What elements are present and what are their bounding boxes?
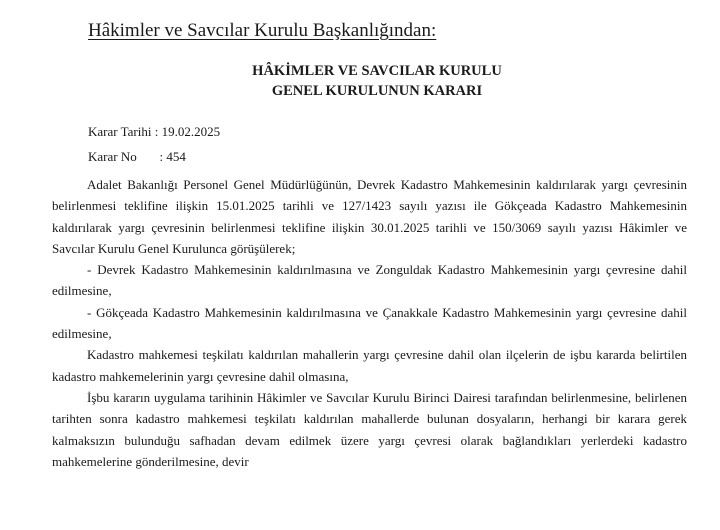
decision-title-line-1: HÂKİMLER VE SAVCILAR KURULU	[252, 63, 502, 79]
body-paragraph: - Devrek Kadastro Mahkemesinin kaldırılmasına ve Zonguldak Kadastro Mahkemesinin yargı çevresine dahil edilmesine,	[52, 262, 687, 299]
decision-date: Karar Tarihi : 19.02.2025	[88, 124, 221, 139]
issuer-heading: Hâkimler ve Savcılar Kurulu Başkanlığından:	[88, 20, 437, 41]
decision-body	[52, 174, 687, 472]
body-paragraph: İşbu kararın uygulama tarihinin Hâkimler ve Savcılar Kurulu Birinci Dairesi tarafından belirlenmesine, belirlenen tarihten sonra kadastro mahkemesi teşkilatı kaldırılan mahallerde bulunan dosyaların, herhangi bir karara gerek kalmaksızın bulunduğu safhadan devam edilmek üzere yargı çevresi olarak bağlandıkları yerlerdeki kadastro mahkemelerine gönderilmesine, devir	[52, 389, 687, 469]
body-paragraph: - Gökçeada Kadastro Mahkemesinin kaldırılmasına ve Çanakkale Kadastro Mahkemesinin yargı çevresine dahil edilmesine,	[52, 304, 687, 342]
decision-title-line-2: GENEL KURULUNUN KARARI	[271, 83, 483, 99]
body-paragraph: Adalet Bakanlığı Personel Genel Müdürlüğünün, Devrek Kadastro Mahkemesinin kaldırılarak yargı çevresinin belirlenmesi teklifine ilişkin 15.01.2025 tarihli ve 127/1423 sayılı yazısı ile Gökçeada Kadastro Mahkemesinin kaldırılarak yargı çevresinin belirlenmesi teklifine ilişkin 30.01.2025 tarihli ve 150/3069 sayılı yazısı Hâkimler ve Savcılar Kurulu Genel Kurulunca görüşülerek;	[52, 177, 687, 256]
body-paragraph: Kadastro mahkemesi teşkilatı kaldırılan mahallerin yargı çevresine dahil olan ilçelerin de işbu kararda belirtilen kadastro mahkemelerinin yargı çevresine dahil olmasına,	[52, 347, 687, 384]
decision-number: Karar No : 454	[88, 149, 186, 164]
